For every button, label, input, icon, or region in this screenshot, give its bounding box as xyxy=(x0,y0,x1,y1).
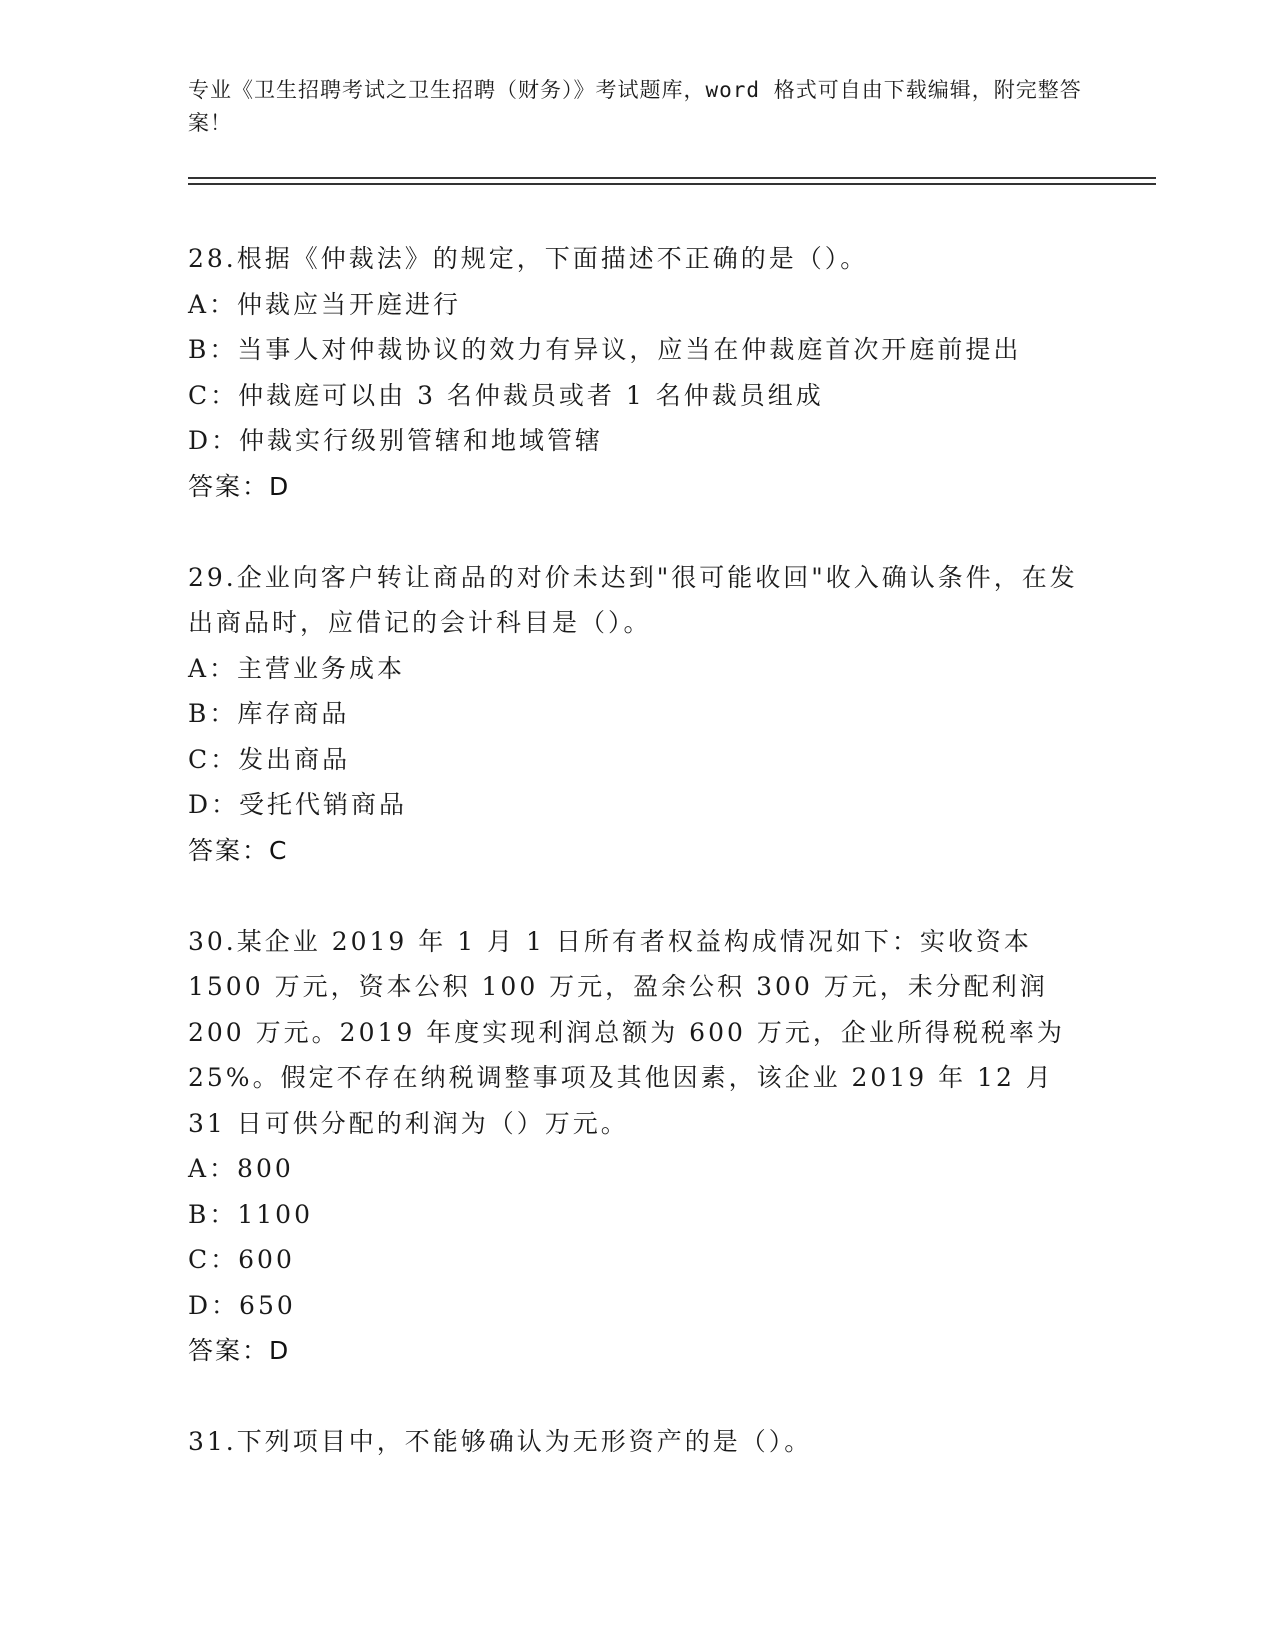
question-stem: 28.根据《仲裁法》的规定，下面描述不正确的是（）。 xyxy=(188,244,869,273)
question-spacer xyxy=(188,1374,1088,1420)
question-stem: 29.企业向客户转让商品的对价未达到"很可能收回"收入确认条件，在发出商品时，应借记的会计科目是（）。 xyxy=(188,562,1078,637)
question-option: B：1100 xyxy=(188,1199,313,1229)
document-header: 专业《卫生招聘考试之卫生招聘（财务）》考试题库，word 格式可自由下载编辑，附完整答案！ xyxy=(188,78,1082,135)
question-stem: 30.某企业 2019 年 1 月 1 日所有者权益构成情况如下：实收资本 1500 万元，资本公积 100 万元，盈余公积 300 万元，未分配利润 200 万元。2019 年度实现利润总额为 600 万元，企业所得税税率为 25%。假定不存在纳税调整事项及其他因素，该企业 2019 年 12 月 31 日可供分配的利润为（）万元。 xyxy=(188,926,1076,1138)
question-stem: 31.下列项目中，不能够确认为无形资产的是（）。 xyxy=(188,1427,813,1456)
question-option: B：库存商品 xyxy=(188,699,350,728)
question-answer: 答案：D xyxy=(188,1336,291,1365)
question-option: A：800 xyxy=(188,1154,294,1183)
question-option: A：主营业务成本 xyxy=(188,653,406,683)
question-answer: 答案：C xyxy=(188,835,289,865)
question-option: D：650 xyxy=(188,1290,296,1320)
question-option: D：仲裁实行级别管辖和地域管辖 xyxy=(188,426,604,455)
question-block xyxy=(188,919,1088,1374)
question-option: D：受托代销商品 xyxy=(188,790,408,819)
question-block xyxy=(188,236,1088,509)
question-block xyxy=(188,1419,1088,1465)
header-rule-top xyxy=(188,177,1156,179)
question-answer: 答案：D xyxy=(188,471,291,501)
question-option: A：仲裁应当开庭进行 xyxy=(188,289,462,319)
question-spacer xyxy=(188,873,1088,919)
question-list xyxy=(188,236,1088,1465)
header-rule-bottom xyxy=(188,183,1156,185)
question-spacer xyxy=(188,509,1088,555)
question-option: C：仲裁庭可以由 3 名仲裁员或者 1 名仲裁员组成 xyxy=(188,380,824,410)
question-option: C：600 xyxy=(188,1245,295,1274)
question-option: B：当事人对仲裁协议的效力有异议，应当在仲裁庭首次开庭前提出 xyxy=(188,335,1022,364)
question-block xyxy=(188,555,1088,874)
question-option: C：发出商品 xyxy=(188,744,351,774)
